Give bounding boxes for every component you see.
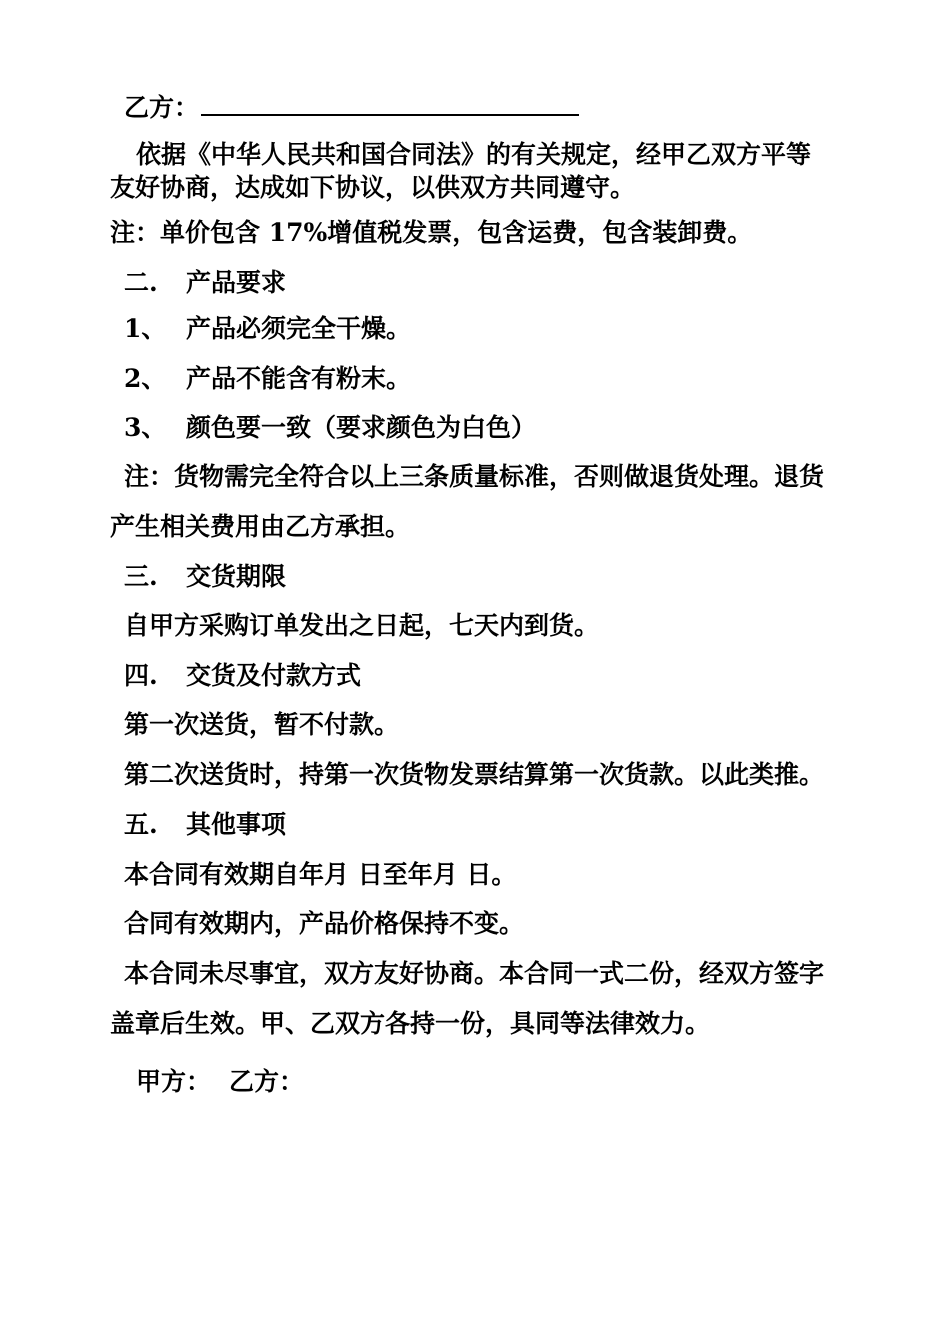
section-number: 二.	[124, 268, 158, 297]
item-text: 产品不能含有粉末。	[186, 364, 412, 393]
delivery-term-text: 自甲方采购订单发出之日起，七天内到货。	[124, 611, 600, 640]
item-number: 2、	[124, 364, 167, 393]
payment-text-2: 第二次送货时，持第一次货物发票结算第一次货款。以此类推。	[124, 760, 825, 789]
item-text: 颜色要一致（要求颜色为白色）	[186, 413, 537, 442]
section-4-heading	[124, 661, 361, 691]
misc-text-line-2: 盖章后生效。甲、乙双方各持一份，具同等法律效力。	[110, 1009, 711, 1038]
price-stable-text: 合同有效期内，产品价格保持不变。	[124, 909, 525, 938]
quality-note-line-2: 产生相关费用由乙方承担。	[110, 512, 411, 541]
section-number: 四.	[124, 661, 158, 690]
section-title: 交货及付款方式	[186, 661, 362, 690]
list-item	[124, 314, 411, 344]
party-b-label: 乙方：	[124, 93, 200, 122]
section-3-heading	[124, 562, 286, 592]
intro-line-2: 友好协商，达成如下协议，以供双方共同遵守。	[110, 173, 636, 202]
item-text: 产品必须完全干燥。	[186, 314, 412, 343]
section-title: 其他事项	[186, 810, 287, 839]
validity-text: 本合同有效期自年月 日至年月 日。	[124, 860, 517, 889]
intro-line-1: 依据《中华人民共和国合同法》的有关规定，经甲乙双方平等	[136, 140, 812, 169]
list-item	[124, 413, 536, 443]
party-b-header	[124, 92, 579, 123]
misc-text-line-1: 本合同未尽事宜，双方友好协商。本合同一式二份，经双方签字	[124, 959, 825, 988]
item-number: 1、	[124, 314, 167, 343]
payment-text-1: 第一次送货，暂不付款。	[124, 710, 400, 739]
section-number: 五.	[124, 810, 158, 839]
party-b-blank-line	[201, 92, 579, 116]
price-note: 注：单价包含 17%增值税发票，包含运费，包含装卸费。	[110, 218, 753, 247]
section-number: 三.	[124, 562, 158, 591]
section-title: 交货期限	[186, 562, 287, 591]
section-title: 产品要求	[186, 268, 287, 297]
list-item	[124, 364, 411, 394]
quality-note-line-1: 注：货物需完全符合以上三条质量标准，否则做退货处理。退货	[124, 462, 825, 491]
signature-party-a: 甲方：	[136, 1067, 212, 1096]
item-number: 3、	[124, 413, 167, 442]
signature-party-b: 乙方：	[229, 1067, 305, 1096]
section-5-heading	[124, 810, 286, 840]
section-2-heading	[124, 268, 286, 298]
